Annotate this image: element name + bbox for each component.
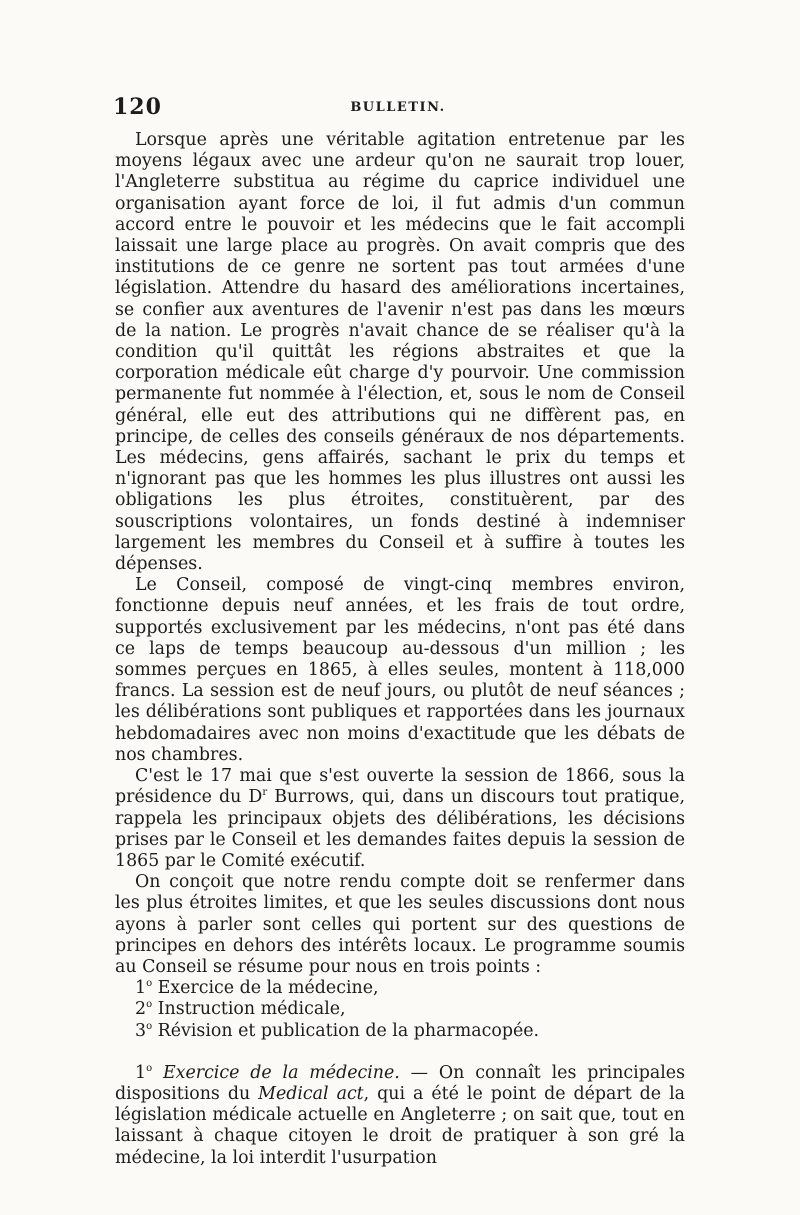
list-item	[115, 978, 685, 999]
superscript: r	[262, 787, 268, 799]
section-paragraph	[115, 1063, 685, 1169]
paragraph-text: Burrows, qui, dans un discours tout pratique, rappela les principaux objets des délibérations, les décisions prises par le Conseil et les demandes faites depuis la session de 1865 par le Comité exécutif.	[115, 787, 685, 871]
list-item	[115, 999, 685, 1020]
list-text: Exercice de la médecine,	[152, 978, 379, 999]
superscript: o	[146, 1062, 153, 1074]
paragraph	[115, 766, 685, 872]
paragraph-text: — On connaît les principales dispositions du	[115, 1062, 686, 1104]
list-item	[115, 1021, 685, 1042]
italic-term: Medical act	[258, 1083, 364, 1104]
section-heading: Exercice de la médecine.	[152, 1062, 400, 1083]
running-title: BULLETIN.	[350, 100, 446, 115]
paragraph: Lorsque après une véritable agitation entretenue par les moyens légaux avec une ardeur qu'on ne saurait trop louer, l'Angleterre substitua au régime du caprice individuel une organisation ayant force de loi, il fut admis d'un commun accord entre le pouvoir et les médecins que le fait accompli laissait une large place au progrès. On avait compris que des institutions de ce genre ne sortent pas tout armées d'une législation. Attendre du hasard des améliorations incertaines, se confier aux aventures de l'avenir n'est pas dans les mœurs de la nation. Le progrès n'avait chance de se réaliser qu'à la condition qu'il quittât les régions abstraites et que la corporation médicale eût charge d'y pourvoir. Une commission permanente fut nommée à l'élection, et, sous le nom de Conseil général, elle eut des attributions qui ne diffèrent pas, en principe, de celles des conseils généraux de nos départements. Les médecins, gens affairés, sachant le prix du temps et n'ignorant pas que les hommes les plus illustres ont aussi les obligations les plus étroites, constituèrent, par des souscriptions volontaires, un fonds destiné à indemniser largement les membres du Conseil et à suffire à toutes les dépenses.	[115, 130, 685, 575]
body-text	[115, 130, 685, 1169]
superscript: o	[146, 978, 153, 990]
list-number: 1	[135, 978, 147, 999]
page-header	[113, 94, 683, 124]
paragraph: Le Conseil, composé de vingt-cinq membres environ, fonctionne depuis neuf années, et les frais de tout ordre, supportés exclusivement par les médecins, n'ont pas été dans ce laps de temps beaucoup au-dessous d'un million ; les sommes perçues en 1865, à elles seules, montent à 118,000 francs. La session est de neuf jours, ou plutôt de neuf séances ; les délibérations sont publiques et rapportées dans les journaux hebdomadaires avec non moins d'exactitude que les débats de nos chambres.	[115, 575, 685, 765]
section-number: 1	[135, 1062, 147, 1083]
page-number: 120	[113, 94, 162, 120]
paragraph-text: , qui a été le point de départ de la législation médicale actuelle en Angleterre ; on sait que, tout en laissant à chaque citoyen le droit de pratiquer à son gré la médecine, la loi interdit l'usurpation	[115, 1083, 685, 1168]
superscript: o	[146, 1020, 153, 1032]
list-text: Instruction médicale,	[152, 999, 346, 1020]
list-number: 2	[135, 999, 147, 1020]
list-number: 3	[135, 1020, 147, 1041]
paragraph: On conçoit que notre rendu compte doit se renfermer dans les plus étroites limites, et que les seules discussions dont nous ayons à parler sont celles qui portent sur des questions de principes en dehors des intérêts locaux. Le programme soumis au Conseil se résume pour nous en trois points :	[115, 872, 685, 977]
list-text: Révision et publication de la pharmacopée.	[152, 1020, 540, 1041]
paragraph-text: C'est le 17 mai que s'est ouverte la session de 1866, sous la présidence du D	[115, 766, 685, 808]
superscript: o	[146, 999, 153, 1011]
